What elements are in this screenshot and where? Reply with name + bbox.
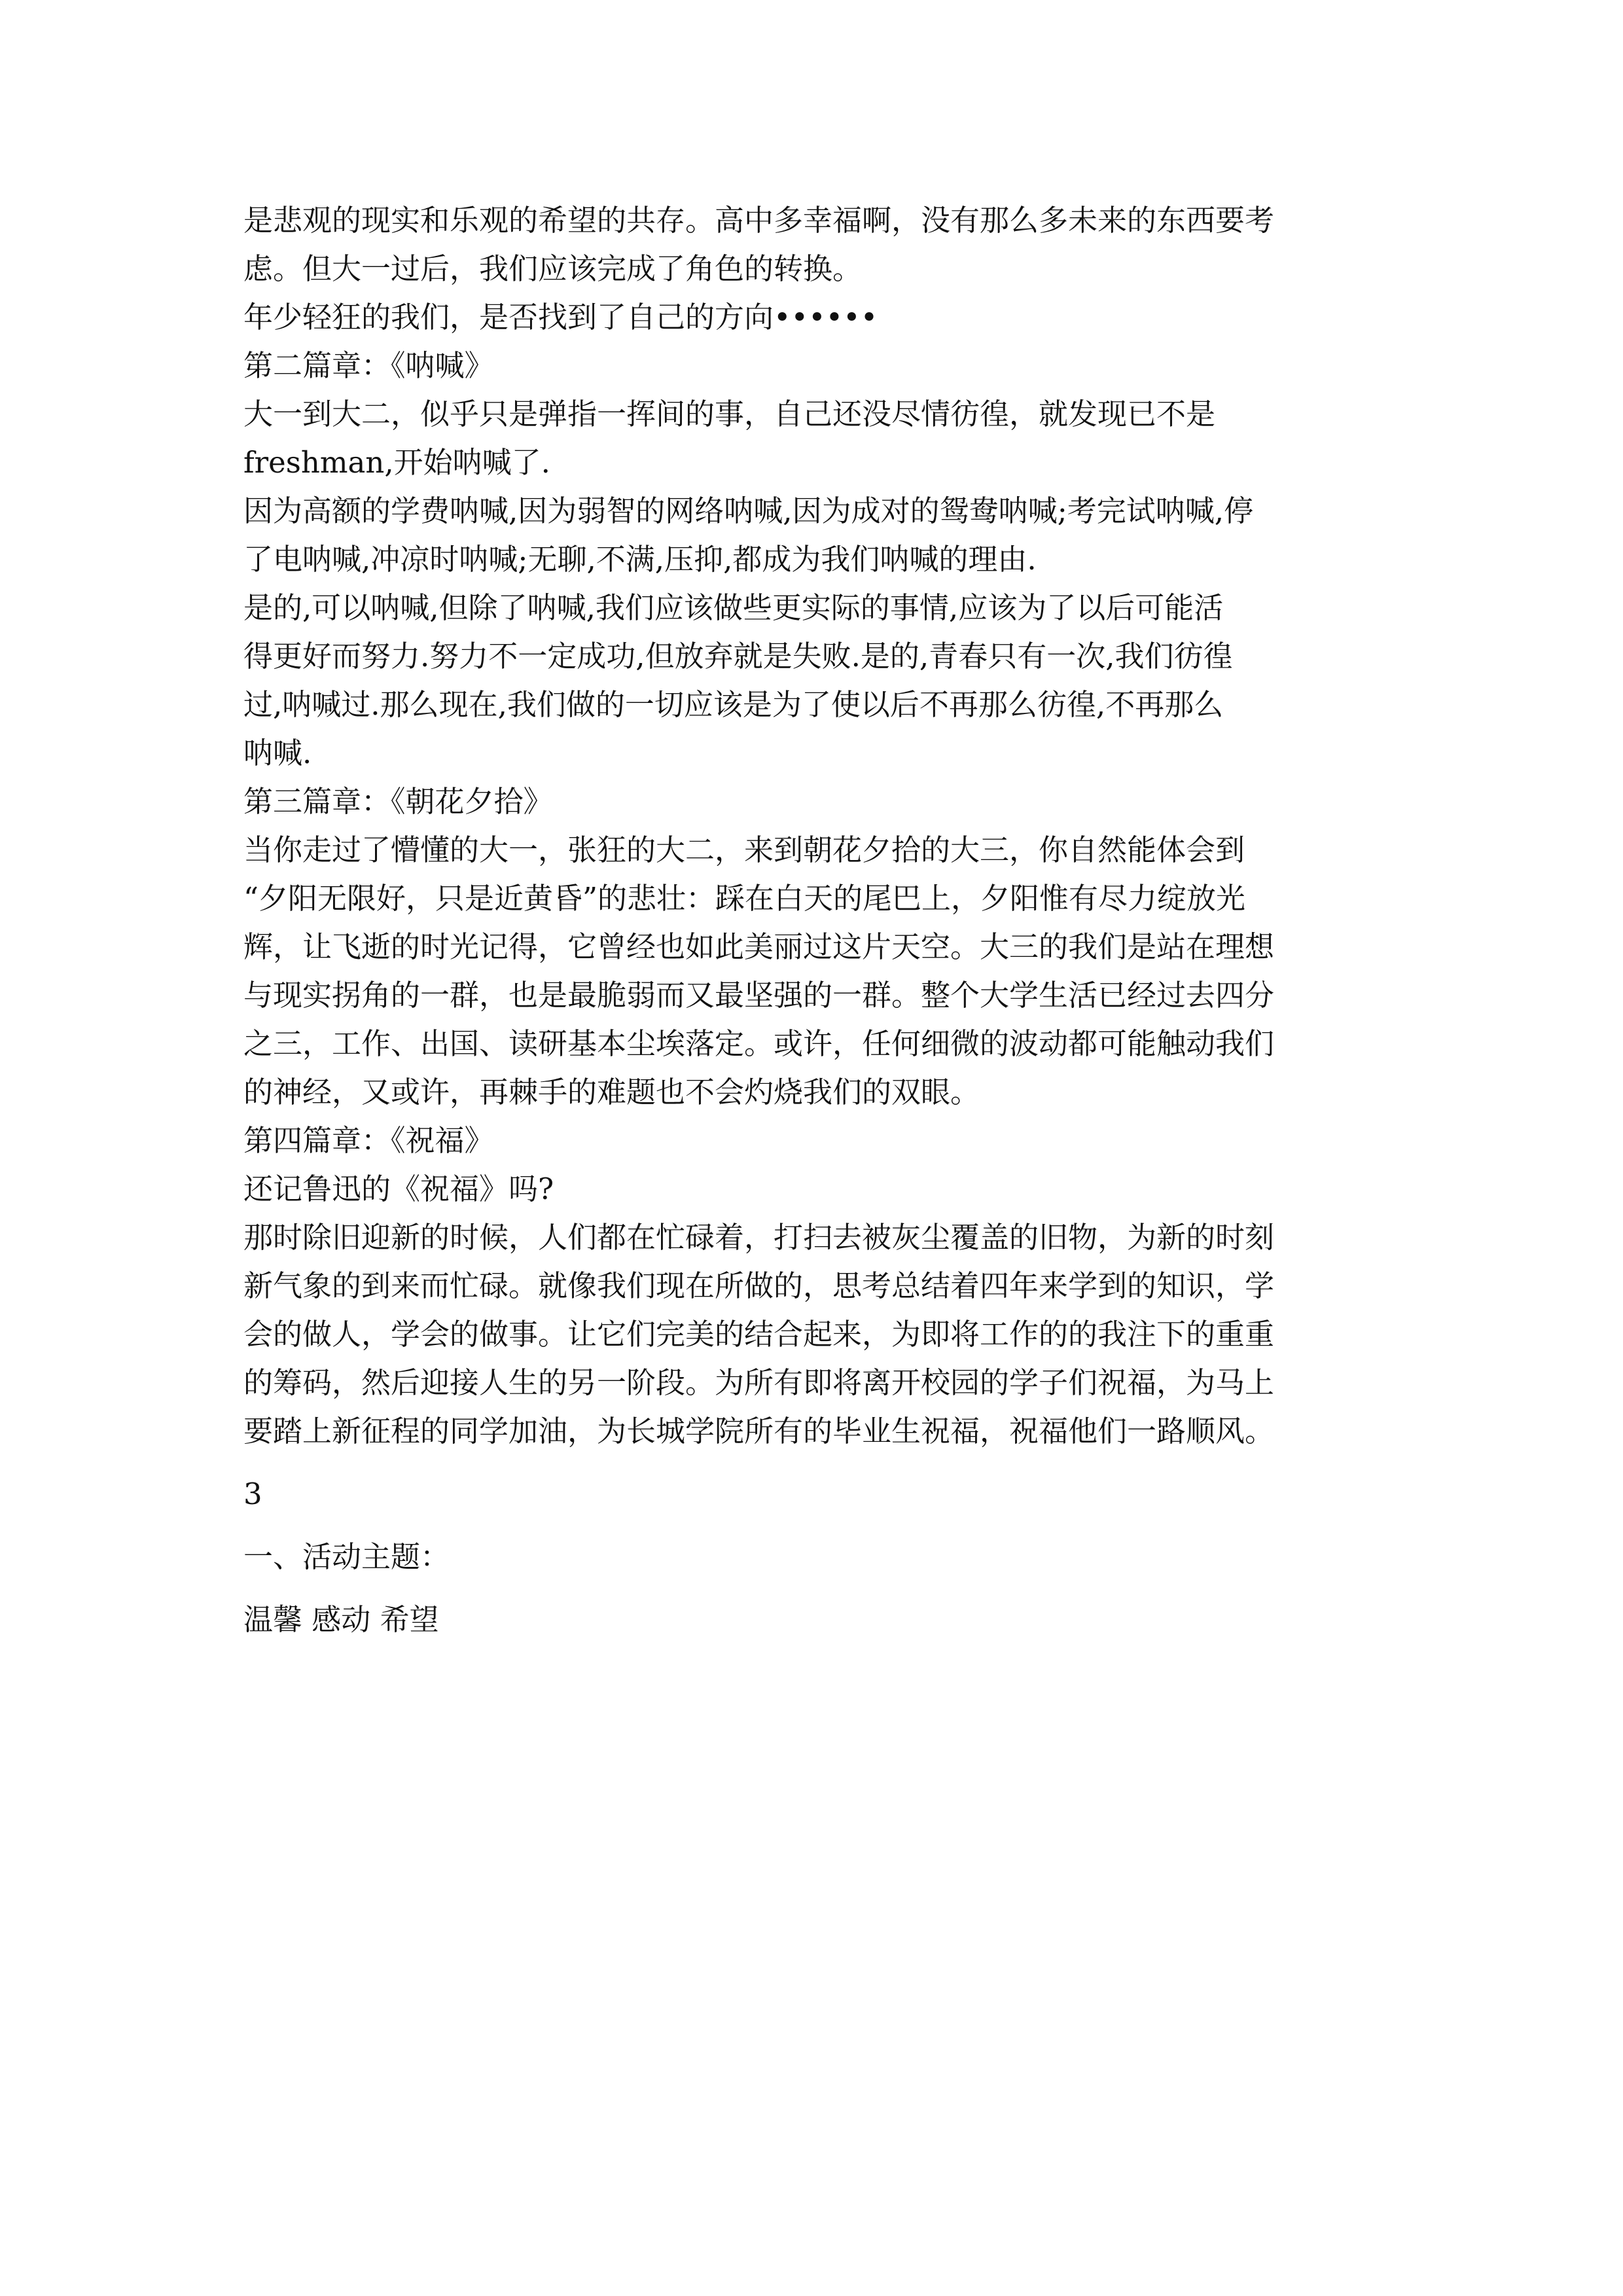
- text-line: 的筹码，然后迎接人生的另一阶段。为所有即将离开校园的学子们祝福，为马上: [243, 1365, 1275, 1400]
- text-line: 会的做人，学会的做事。让它们完美的结合起来，为即将工作的的我注下的重重: [243, 1317, 1275, 1352]
- text-line: 过,呐喊过.那么现在,我们做的一切应该是为了使以后不再那么彷徨,不再那么: [243, 687, 1224, 722]
- section-heading: 第三篇章：《朝花夕拾》: [243, 784, 553, 819]
- text-line: 是悲观的现实和乐观的希望的共存。高中多幸福啊，没有那么多未来的东西要考: [243, 203, 1275, 238]
- section-heading: 第四篇章：《祝福》: [243, 1123, 494, 1158]
- text-line: 了电呐喊,冲凉时呐喊;无聊,不满,压抑,都成为我们呐喊的理由.: [243, 542, 1037, 577]
- text-line: 当你走过了懵懂的大一，张狂的大二，来到朝花夕拾的大三，你自然能体会到: [243, 833, 1245, 867]
- text-line: 的神经，又或许，再棘手的难题也不会灼烧我们的双眼。: [243, 1075, 980, 1109]
- section-number: 3: [243, 1477, 262, 1511]
- text-line: 虑。但大一过后，我们应该完成了角色的转换。: [243, 251, 863, 286]
- text-line: 得更好而努力.努力不一定成功,但放弃就是失败.是的,青春只有一次,我们彷徨: [243, 639, 1233, 673]
- text-line: 呐喊.: [243, 736, 312, 770]
- text-line: 要踏上新征程的同学加油，为长城学院所有的毕业生祝福，祝福他们一路顺风。: [243, 1414, 1275, 1448]
- section-heading: 一、活动主题：: [243, 1539, 450, 1574]
- text-line: 大一到大二，似乎只是弹指一挥间的事，自己还没尽情彷徨，就发现已不是: [243, 397, 1216, 431]
- text-line: 是的,可以呐喊,但除了呐喊,我们应该做些更实际的事情,应该为了以后可能活: [243, 590, 1224, 625]
- document-body: [243, 196, 1395, 1644]
- text-line: freshman,开始呐喊了.: [243, 445, 550, 480]
- text-line: 年少轻狂的我们，是否找到了自己的方向••••••: [243, 300, 878, 334]
- text-line: “夕阳无限好，只是近黄昏”的悲壮：踩在白天的尾巴上，夕阳惟有尽力绽放光: [243, 881, 1246, 916]
- text-line: 还记鲁迅的《祝福》吗?: [243, 1172, 554, 1206]
- text-line: 新气象的到来而忙碌。就像我们现在所做的，思考总结着四年来学到的知识，学: [243, 1268, 1275, 1303]
- text-line: 之三，工作、出国、读研基本尘埃落定。或许，任何细微的波动都可能触动我们: [243, 1026, 1275, 1061]
- text-line: 辉，让飞逝的时光记得，它曾经也如此美丽过这片天空。大三的我们是站在理想: [243, 929, 1275, 964]
- text-line: 温馨 感动 希望: [243, 1602, 439, 1637]
- text-line: 与现实拐角的一群，也是最脆弱而又最坚强的一群。整个大学生活已经过去四分: [243, 978, 1275, 1013]
- text-line: 因为高额的学费呐喊,因为弱智的网络呐喊,因为成对的鸳鸯呐喊;考完试呐喊,停: [243, 493, 1254, 528]
- text-line: 那时除旧迎新的时候，人们都在忙碌着，打扫去被灰尘覆盖的旧物，为新的时刻: [243, 1220, 1275, 1255]
- section-heading: 第二篇章：《呐喊》: [243, 348, 494, 383]
